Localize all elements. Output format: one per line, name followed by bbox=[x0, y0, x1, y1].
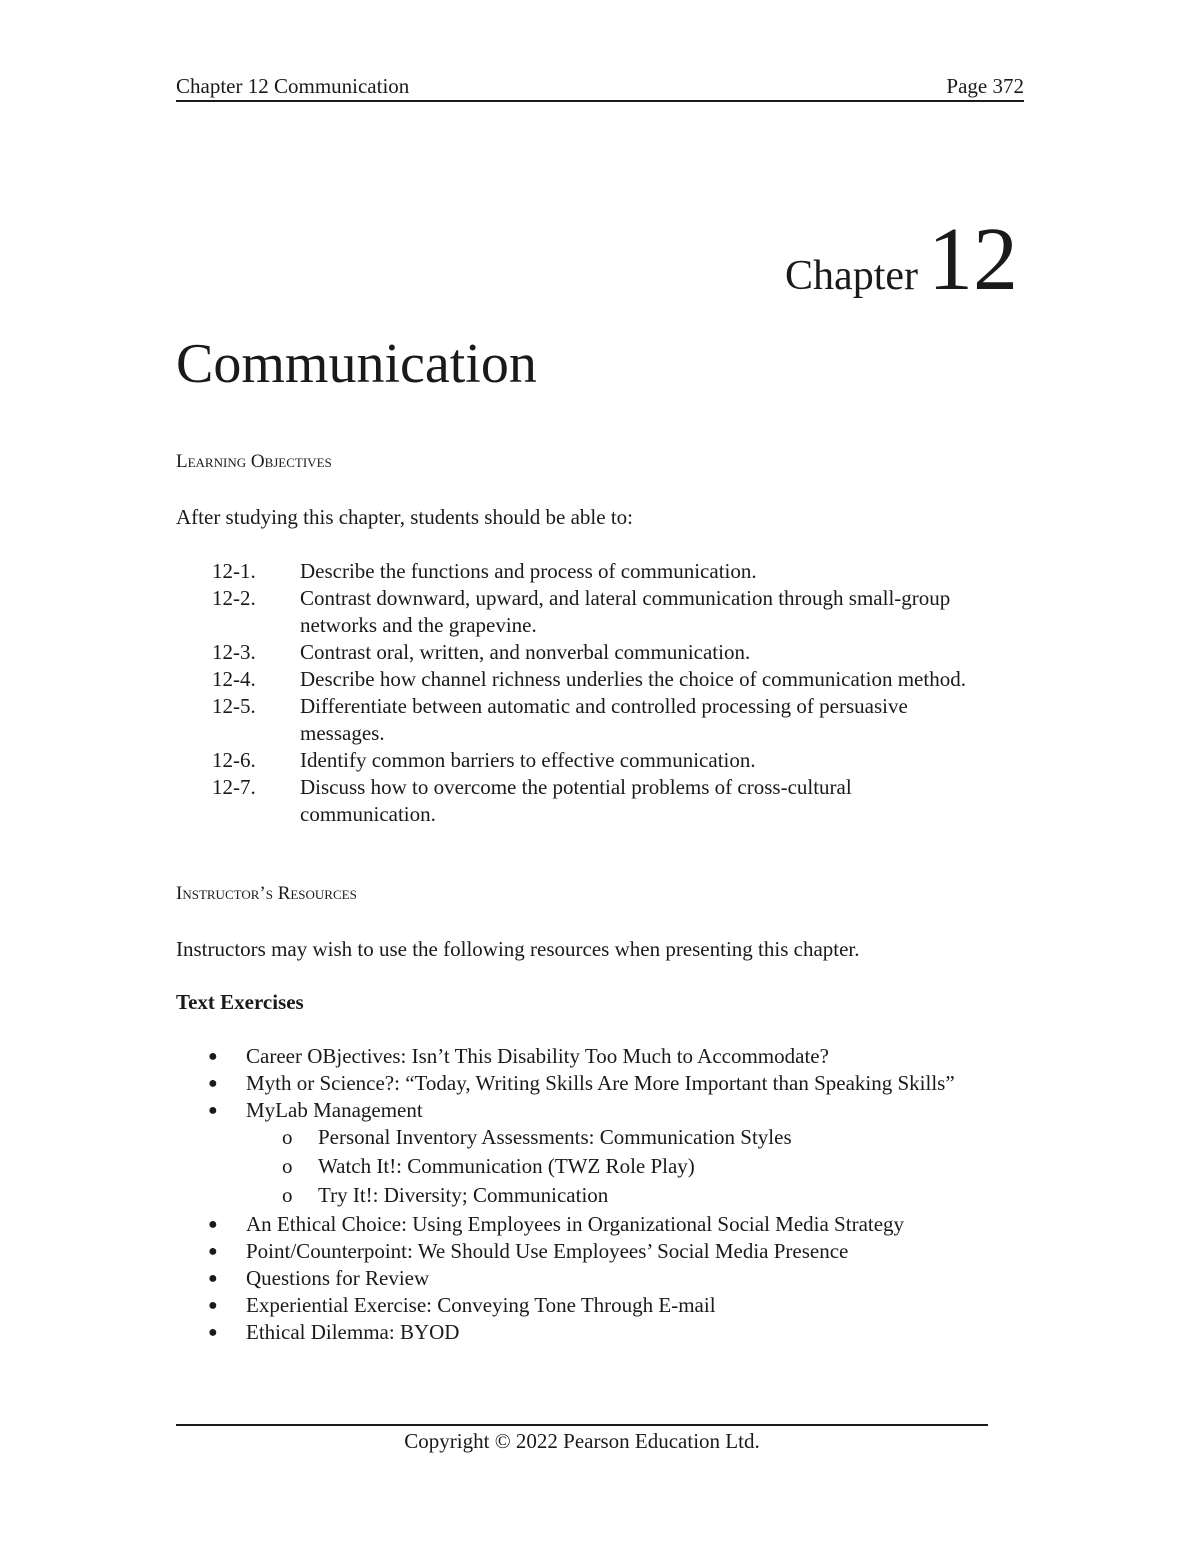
bullet-icon: ● bbox=[208, 1048, 218, 1065]
list-item bbox=[204, 1319, 1004, 1346]
objective-number: 12-6. bbox=[212, 748, 256, 772]
bullet-icon: ● bbox=[208, 1243, 218, 1260]
copyright-footer: Copyright © 2022 Pearson Education Ltd. bbox=[404, 1429, 760, 1453]
header-page-number: Page 372 bbox=[946, 74, 1024, 98]
objective-item bbox=[212, 666, 1002, 693]
chapter-number: 12 bbox=[928, 210, 1018, 309]
circle-bullet-icon: o bbox=[282, 1125, 293, 1149]
objective-text: Identify common barriers to effective communication. bbox=[300, 748, 756, 772]
bullet-icon: ● bbox=[208, 1297, 218, 1314]
bullet-icon: ● bbox=[208, 1324, 218, 1341]
list-item bbox=[204, 1097, 1004, 1124]
bullet-icon: ● bbox=[208, 1216, 218, 1233]
bullet-icon: ● bbox=[208, 1075, 218, 1092]
footer-divider bbox=[176, 1424, 988, 1426]
objective-item bbox=[212, 639, 1002, 666]
objective-item bbox=[212, 747, 1002, 774]
objective-number: 12-3. bbox=[212, 640, 256, 664]
sub-list-item bbox=[204, 1182, 1004, 1211]
objective-item bbox=[212, 693, 1002, 747]
instructor-resources-intro: Instructors may wish to use the following resources when presenting this chapter. bbox=[176, 937, 860, 961]
list-item bbox=[204, 1292, 1004, 1319]
circle-bullet-icon: o bbox=[282, 1154, 293, 1178]
objective-item bbox=[212, 585, 1002, 639]
objective-text: Differentiate between automatic and controlled processing of persuasive messages. bbox=[300, 694, 908, 745]
objective-text: Discuss how to overcome the potential problems of cross-cultural communication. bbox=[300, 775, 852, 826]
bullet-icon: ● bbox=[208, 1102, 218, 1119]
list-item-text: Myth or Science?: “Today, Writing Skills Are More Important than Speaking Skills” bbox=[246, 1071, 955, 1095]
objective-number: 12-1. bbox=[212, 559, 256, 583]
sub-list-item bbox=[204, 1124, 1004, 1153]
objective-number: 12-2. bbox=[212, 586, 256, 610]
list-item-text: Ethical Dilemma: BYOD bbox=[246, 1320, 460, 1344]
learning-objectives-heading: Learning Objectives bbox=[176, 451, 332, 472]
list-item bbox=[204, 1043, 1004, 1070]
list-item-text: An Ethical Choice: Using Employees in Organizational Social Media Strategy bbox=[246, 1212, 905, 1236]
objective-text: Contrast oral, written, and nonverbal communication. bbox=[300, 640, 751, 664]
objective-item bbox=[212, 774, 1002, 828]
list-item bbox=[204, 1070, 1004, 1097]
objective-number: 12-7. bbox=[212, 775, 256, 799]
list-item bbox=[204, 1211, 1004, 1238]
chapter-label: Chapter bbox=[785, 253, 918, 299]
header-chapter-title: Chapter 12 Communication bbox=[176, 74, 410, 98]
text-exercises-heading: Text Exercises bbox=[176, 990, 304, 1014]
chapter-heading bbox=[785, 208, 1018, 311]
objective-number: 12-5. bbox=[212, 694, 256, 718]
list-item bbox=[204, 1265, 1004, 1292]
circle-bullet-icon: o bbox=[282, 1183, 293, 1207]
objectives-list bbox=[212, 558, 1002, 828]
objective-text: Describe the functions and process of communication. bbox=[300, 559, 757, 583]
list-item-text: Questions for Review bbox=[246, 1266, 430, 1290]
objective-text: Describe how channel richness underlies the choice of communication method. bbox=[300, 667, 966, 691]
page-header bbox=[176, 72, 1024, 102]
objective-number: 12-4. bbox=[212, 667, 256, 691]
text-exercises-list bbox=[204, 1043, 1004, 1346]
instructor-resources-heading: Instructor’s Resources bbox=[176, 883, 357, 904]
sub-list-item-text: Personal Inventory Assessments: Communication Styles bbox=[318, 1125, 792, 1149]
list-item-text: MyLab Management bbox=[246, 1098, 423, 1122]
list-item-text: Career OBjectives: Isn’t This Disability Too Much to Accommodate? bbox=[246, 1044, 829, 1068]
sub-list-item-text: Try It!: Diversity; Communication bbox=[318, 1183, 609, 1207]
page-title: Communication bbox=[176, 333, 537, 395]
sub-list-item-text: Watch It!: Communication (TWZ Role Play) bbox=[318, 1154, 695, 1178]
list-item-text: Experiential Exercise: Conveying Tone Through E-mail bbox=[246, 1293, 716, 1317]
sub-list-item bbox=[204, 1153, 1004, 1182]
list-item-text: Point/Counterpoint: We Should Use Employees’ Social Media Presence bbox=[246, 1239, 849, 1263]
bullet-icon: ● bbox=[208, 1270, 218, 1287]
learning-objectives-intro: After studying this chapter, students should be able to: bbox=[176, 505, 633, 529]
objective-text: Contrast downward, upward, and lateral communication through small-group networks and the grapevine. bbox=[300, 586, 951, 637]
objective-item bbox=[212, 558, 1002, 585]
list-item bbox=[204, 1238, 1004, 1265]
